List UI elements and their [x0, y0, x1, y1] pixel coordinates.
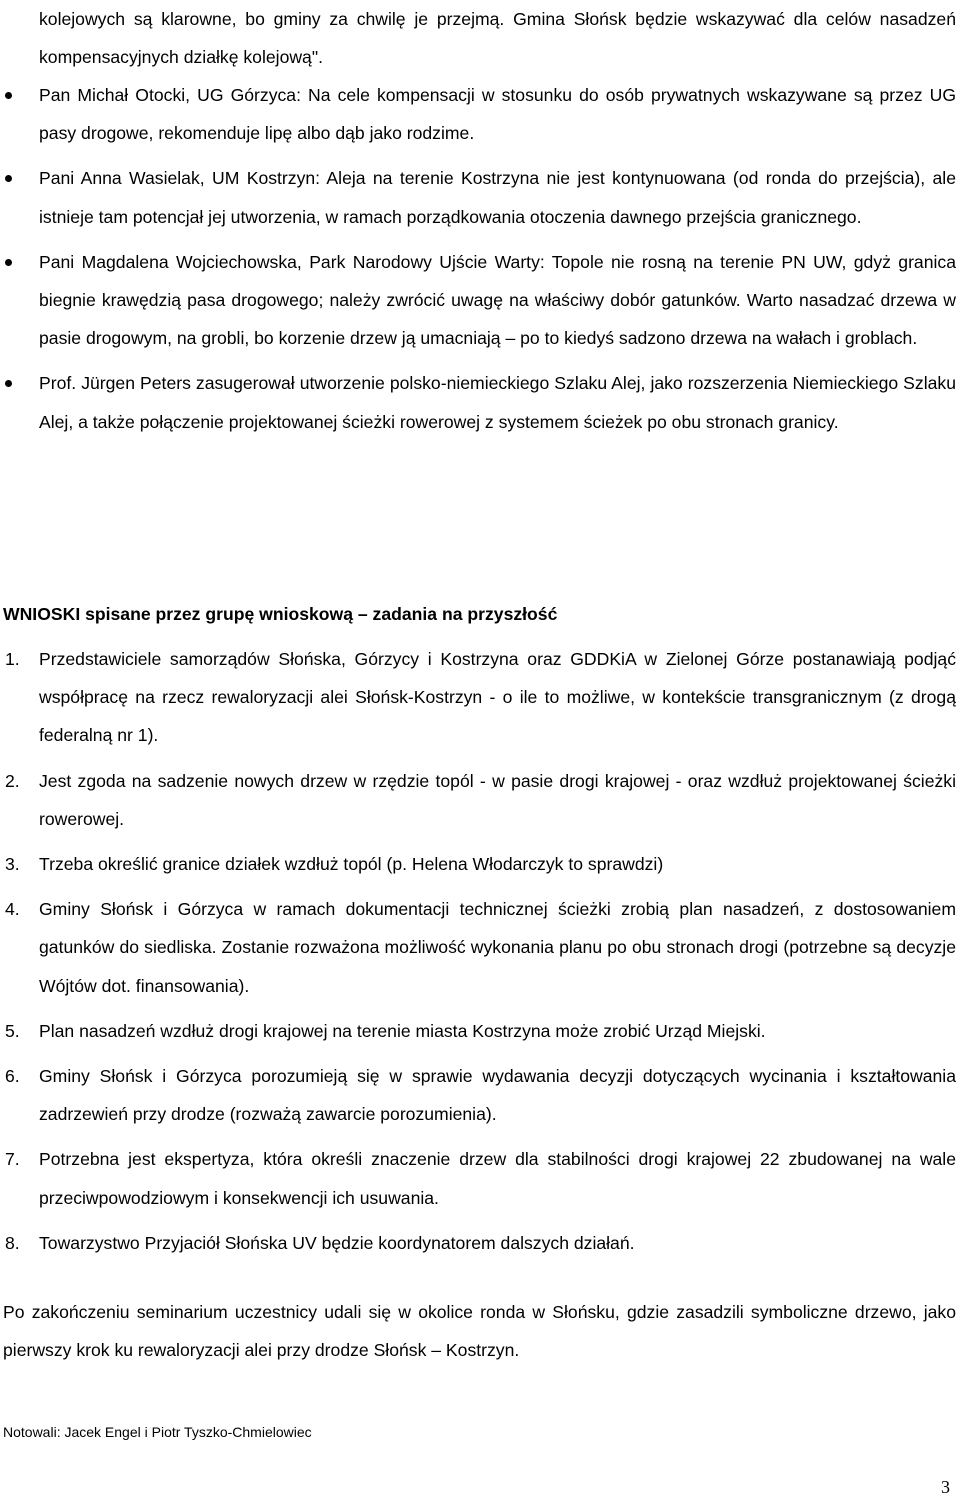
list-item-number: 5.	[5, 1020, 20, 1041]
page-number: 3	[941, 1477, 950, 1497]
bullet-icon	[5, 175, 12, 182]
conclusions-list	[0, 640, 960, 1269]
list-item-number: 6.	[5, 1066, 20, 1087]
list-item	[0, 159, 956, 235]
list-item	[0, 845, 956, 883]
list-item-number: 3.	[5, 854, 20, 875]
list-item-number: 8.	[5, 1232, 20, 1253]
list-item-text: Potrzebna jest ekspertyza, która określi znaczenie drzew dla stabilności drogi krajowej 22 zbudowanej na wale przeciwpowodziowym i konsekwencji ich usuwania.	[39, 1149, 956, 1208]
list-item-text: Prof. Jürgen Peters zasugerował utworzenie polsko-niemieckiego Szlaku Alej, jako rozszerzenia Niemieckiego Szlaku Alej, a także połączenie projektowanej ścieżki rowerowej z systemem ścieżek po obu stronach granicy.	[39, 373, 956, 432]
list-item	[0, 364, 956, 440]
bullet-icon	[5, 92, 12, 99]
list-item-text: Plan nasadzeń wzdłuż drogi krajowej na terenie miasta Kostrzyna może zrobić Urząd Miejski.	[39, 1020, 766, 1041]
list-item	[0, 243, 956, 358]
list-item-text: Pan Michał Otocki, UG Górzyca: Na cele kompensacji w stosunku do osób prywatnych wskazywane są przez UG pasy drogowe, rekomenduje lipę albo dąb jako rodzime.	[39, 85, 956, 144]
list-item-number: 4.	[5, 899, 20, 920]
bullet-icon	[5, 259, 12, 266]
list-item-number: 1.	[5, 649, 20, 669]
list-item	[0, 762, 956, 838]
intro-continuation: kolejowych są klarowne, bo gminy za chwilę je przejmą. Gmina Słońsk będzie wskazywać dla celów nasadzeń kompensacyjnych działkę kolejową".	[39, 9, 956, 68]
list-item	[0, 890, 956, 1005]
footer-note: Notowali: Jacek Engel i Piotr Tyszko-Chmielowiec	[3, 1424, 312, 1440]
list-item-text: Gminy Słońsk i Górzyca w ramach dokumentacji technicznej ścieżki zrobią plan nasadzeń, z dostosowaniem gatunków do siedliska. Zostanie rozważona możliwość wykonania planu po obu stronach drogi (potrzebne są decyzje Wójtów dot. finansowania).	[39, 899, 956, 996]
bullet-icon	[5, 380, 12, 387]
closing-paragraph: Po zakończeniu seminarium uczestnicy udali się w okolice ronda w Słońsku, gdzie zasadzili symboliczne drzewo, jako pierwszy krok ku rewaloryzacji alei przy drodze Słońsk – Kostrzyn.	[3, 1302, 956, 1361]
conclusions-heading: WNIOSKI spisane przez grupę wnioskową – zadania na przyszłość	[3, 604, 558, 624]
list-item	[0, 640, 956, 755]
list-item-text: Towarzystwo Przyjaciół Słońska UV będzie koordynatorem dalszych działań.	[39, 1232, 635, 1253]
list-item-text: Trzeba określić granice działek wzdłuż topól (p. Helena Włodarczyk to sprawdzi)	[39, 854, 664, 875]
list-item	[0, 1140, 956, 1216]
list-item-number: 2.	[5, 770, 20, 791]
list-item-text: Pani Anna Wasielak, UM Kostrzyn: Aleja na terenie Kostrzyna nie jest kontynuowana (od ronda do przejścia), ale istnieje tam potencjał jej utworzenia, w ramach porządkowania otoczenia dawnego przejścia granicznego.	[39, 168, 956, 227]
list-item-text: Przedstawiciele samorządów Słońska, Górzycy i Kostrzyna oraz GDDKiA w Zielonej Górze postanawiają podjąć współpracę na rzecz rewaloryzacji alei Słońsk-Kostrzyn - o ile to możliwe, w kontekście transgranicznym (z drogą federalną nr 1).	[39, 649, 956, 746]
list-item	[0, 1224, 956, 1262]
list-item-text: Gminy Słońsk i Górzyca porozumieją się w sprawie wydawania decyzji dotyczących wycinania i kształtowania zadrzewień przy drodze (rozważą zawarcie porozumienia).	[39, 1066, 956, 1125]
list-item	[0, 1012, 956, 1050]
list-item	[0, 1057, 956, 1133]
list-item-number: 7.	[5, 1149, 20, 1170]
list-item-text: Pani Magdalena Wojciechowska, Park Narodowy Ujście Warty: Topole nie rosną na terenie PN UW, gdyż granica biegnie krawędzią pasa drogowego; należy zwrócić uwagę na właściwy dobór gatunków. Warto nasadzać drzewa w pasie drogowym, na grobli, bo korzenie drzew ją umacniają – po to kiedyś sadzono drzewa na wałach i groblach.	[39, 251, 956, 349]
bullet-list	[0, 76, 960, 448]
list-item-text: Jest zgoda na sadzenie nowych drzew w rzędzie topól - w pasie drogi krajowej - oraz wzdłuż projektowanej ścieżki rowerowej.	[39, 770, 956, 829]
list-item	[0, 76, 956, 152]
